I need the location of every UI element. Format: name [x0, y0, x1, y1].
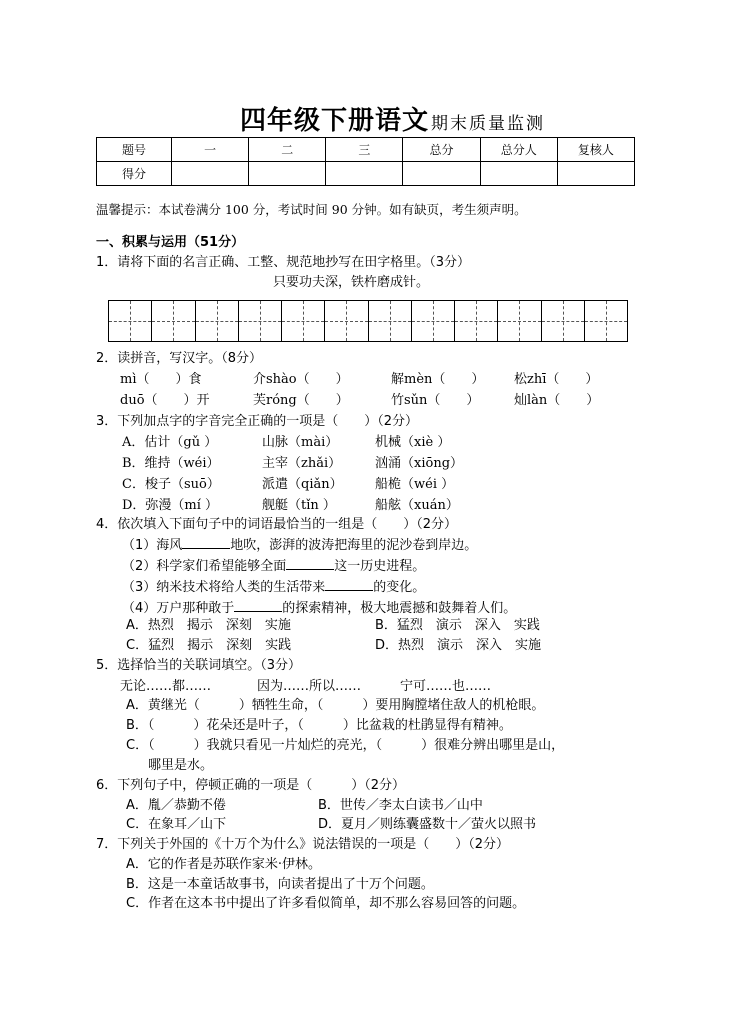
option-a-word: 机械（xiè ）: [375, 435, 451, 450]
grid-cell[interactable]: [498, 301, 541, 341]
question-5-stem: 5．选择恰当的关联词填空。（3分）: [96, 658, 302, 673]
question-3-stem: 3．下列加点字的字音完全正确的一项是（ ）（2分）: [96, 414, 419, 429]
grid-cell[interactable]: [109, 301, 152, 341]
option-a: A．估计（gǔ ）: [122, 435, 218, 450]
option-c: C．在象耳／山下: [126, 817, 227, 832]
score-cell: 题号: [97, 138, 172, 162]
exam-notice: 温馨提示：本试卷满分 100 分，考试时间 90 分钟。如有缺页，考生须声明。: [96, 202, 527, 217]
pinyin-item: 芙róng（ ）: [253, 393, 349, 408]
question-6-stem: 6．下列句子中，停顿正确的一项是（ ）（2分）: [96, 778, 406, 793]
grid-cell[interactable]: [325, 301, 368, 341]
option-a: A．热烈 揭示 深刻 实施: [126, 618, 291, 633]
score-input-cell[interactable]: [172, 162, 249, 186]
question-1-quote: 只要功夫深，铁杵磨成针。: [273, 275, 430, 290]
tianzige-grid[interactable]: [108, 300, 628, 342]
option-a: A．黄继光（ ）牺牲生命，（ ）要用胸膛堵住敌人的机枪眼。: [126, 698, 545, 713]
option-b: B．维持（wéi）: [122, 456, 220, 471]
score-cell: 总分: [403, 138, 480, 162]
grid-cell[interactable]: [239, 301, 282, 341]
option-b-word: 主宰（zhǎi）: [262, 456, 342, 471]
score-input-cell[interactable]: [480, 162, 557, 186]
score-input-cell[interactable]: [249, 162, 326, 186]
score-input-cell[interactable]: [403, 162, 480, 186]
pinyin-item: 灿làn（ ）: [514, 393, 600, 408]
question-4-sentence: [122, 555, 425, 574]
title-sub: 期末质量监测: [431, 114, 546, 134]
option-a: A．胤／恭勤不倦: [126, 798, 226, 813]
score-cell: 二: [249, 138, 326, 162]
score-input-cell[interactable]: [557, 162, 634, 186]
grid-cell[interactable]: [542, 301, 585, 341]
option-c-word: 船桅（wéi ）: [375, 477, 455, 492]
grid-cell[interactable]: [152, 301, 195, 341]
sentence-text: 这一历史进程。: [334, 559, 426, 574]
pinyin-item: 介shào（ ）: [253, 372, 349, 387]
grid-cell[interactable]: [412, 301, 455, 341]
question-1-stem: 1．请将下面的名言正确、工整、规范地抄写在田字格里。（3分）: [96, 255, 471, 270]
sentence-text: （3）纳米技术将给人类的生活带来: [122, 580, 326, 595]
score-cell: 总分人: [480, 138, 557, 162]
sentence-text: 的探索精神，极大地震撼和鼓舞着人们。: [282, 601, 517, 616]
grid-cell[interactable]: [585, 301, 627, 341]
question-4-sentence: [122, 576, 425, 595]
option-b: B．（ ）花朵还是叶子，（ ）比盆栽的杜鹃显得有精神。: [126, 718, 512, 733]
option-c: C．猛烈 揭示 深刻 实践: [126, 638, 292, 653]
option-c-word: 派遣（qiǎn）: [262, 477, 343, 492]
question-4-sentence: [122, 534, 477, 553]
pinyin-item: 解mèn（ ）: [391, 372, 485, 387]
answer-blank[interactable]: [286, 557, 334, 570]
sentence-text: （1）海风: [122, 538, 183, 553]
option-d-word: 船舷（xuán）: [375, 498, 459, 513]
option-b-word: 汹涌（xiōng）: [375, 456, 464, 471]
pinyin-item: 竹sǔn（ ）: [391, 393, 480, 408]
option-d: D．弥漫（mí ）: [122, 498, 219, 513]
connective-word: 无论……都……: [120, 679, 212, 694]
connective-word: 宁可……也……: [400, 679, 492, 694]
question-7-stem: 7．下列关于外国的《十万个为什么》说法错误的一项是（ ）（2分）: [96, 837, 510, 852]
option-c-continued: 哪里是水。: [148, 758, 214, 773]
option-d: D．夏月／则练囊盛数十／萤火以照书: [318, 817, 537, 832]
score-table: [96, 137, 635, 186]
option-a: A．它的作者是苏联作家米·伊林。: [126, 857, 322, 872]
pinyin-item: duō（ ）开: [120, 393, 210, 408]
score-table-header-row: [97, 138, 635, 162]
title-main: 四年级下册语文: [240, 106, 430, 136]
question-2-stem: 2．读拼音，写汉字。（8分）: [96, 351, 263, 366]
option-b: B．这是一本童话故事书，向读者提出了十万个问题。: [126, 877, 434, 892]
score-cell: 一: [172, 138, 249, 162]
grid-cell[interactable]: [196, 301, 239, 341]
grid-cell[interactable]: [455, 301, 498, 341]
sentence-text: 的变化。: [373, 580, 426, 595]
option-c: C．梭子（suō）: [122, 477, 220, 492]
answer-blank[interactable]: [234, 599, 282, 612]
option-d: D．热烈 演示 深入 实施: [375, 638, 542, 653]
score-table-score-row: [97, 162, 635, 186]
score-input-cell[interactable]: [326, 162, 403, 186]
option-c: C．作者在这本书中提出了许多看似简单，却不那么容易回答的问题。: [126, 896, 526, 911]
pinyin-item: mì（ ）食: [120, 372, 202, 387]
question-4-stem: 4．依次填入下面句子中的词语最恰当的一组是（ ）（2分）: [96, 517, 458, 532]
score-cell: 得分: [97, 162, 172, 186]
option-a-word: 山脉（mài）: [262, 435, 339, 450]
exam-title: [240, 100, 545, 137]
grid-cell[interactable]: [282, 301, 325, 341]
grid-cell[interactable]: [369, 301, 412, 341]
answer-blank[interactable]: [325, 578, 373, 591]
option-b: B．猛烈 演示 深入 实践: [375, 618, 540, 633]
sentence-text: （4）万户那种敢于: [122, 601, 235, 616]
option-b: B．世传／李太白读书／山中: [318, 798, 483, 813]
option-c: C．（ ）我就只看见一片灿烂的亮光，（ ）很难分辨出哪里是山，: [126, 738, 565, 753]
sentence-text: （2）科学家们希望能够全面: [122, 559, 287, 574]
answer-blank[interactable]: [182, 536, 230, 549]
connective-word: 因为……所以……: [257, 679, 362, 694]
sentence-text: 地吹，澎湃的波涛把海里的泥沙卷到岸边。: [230, 538, 478, 553]
section-heading: 一、积累与运用（51分）: [96, 235, 245, 250]
pinyin-item: 松zhī（ ）: [514, 372, 599, 387]
score-cell: 三: [326, 138, 403, 162]
score-cell: 复核人: [557, 138, 634, 162]
option-d-word: 舰艇（tǐn ）: [262, 498, 336, 513]
